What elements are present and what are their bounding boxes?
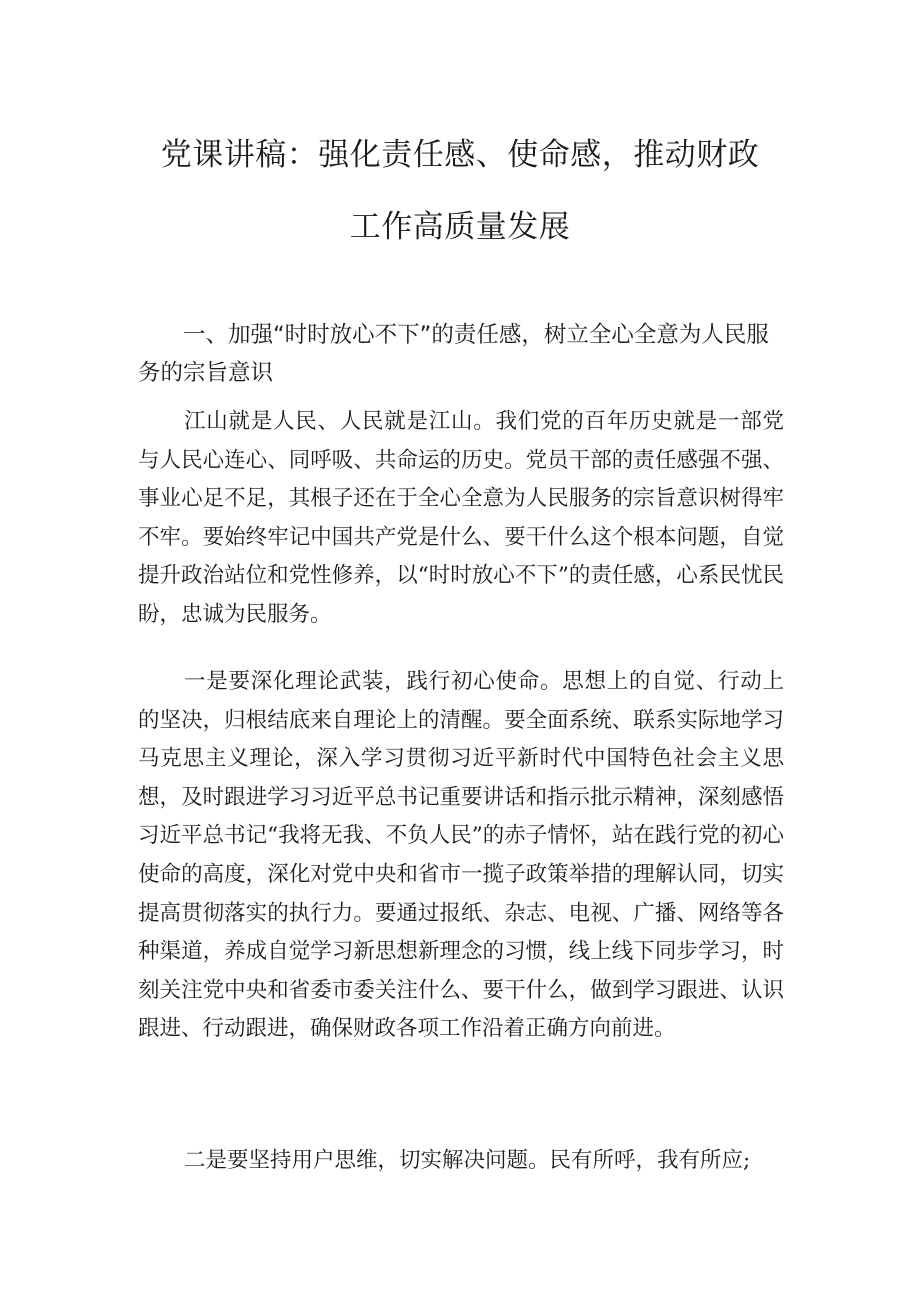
- section-heading-1: 一、加强“时时放心不下”的责任感，树立全心全意为人民服务的宗旨意识: [138, 322, 769, 386]
- document-title-line1: 党课讲稿：强化责任感、使命感，推动财政: [160, 137, 760, 173]
- body-paragraph: 江山就是人民、人民就是江山。我们党的百年历史就是一部党与人民心连心、同呼吸、共命运的历史。党员干部的责任感强不强、事业心足不足，其根子还在于全心全意为人民服务的宗旨意识树得牢不牢。要始终牢记中国共产党是什么、要干什么这个根本问题，自觉提升政治站位和党性修养，以“时时放心不下”的责任感，心系民忧民盼，忠诚为民服务。: [138, 409, 784, 627]
- document-title-line2: 工作高质量发展: [349, 209, 571, 245]
- body-paragraph: 二是要坚持用户思维，切实解决问题。民有所呼，我有所应;: [184, 1148, 751, 1173]
- body-paragraph: 一是要深化理论武装，践行初心使命。思想上的自觉、行动上的坚决，归根结底来自理论上的清醒。要全面系统、联系实际地学习马克思主义理论，深入学习贯彻习近平新时代中国特色社会主义思想，及时跟进学习习近平总书记重要讲话和指示批示精神，深刻感悟习近平总书记“我将无我、不负人民”的赤子情怀，站在践行党的初心使命的高度，深化对党中央和省市一揽子政策举措的理解认同，切实提高贯彻落实的执行力。要通过报纸、杂志、电视、广播、网络等各种渠道，养成自觉学习新思想新理念的习惯，线上线下同步学习，时刻关注党中央和省委市委关注什么、要干什么，做到学习跟进、认识跟进、行动跟进，确保财政各项工作沿着正确方向前进。: [138, 669, 784, 1042]
